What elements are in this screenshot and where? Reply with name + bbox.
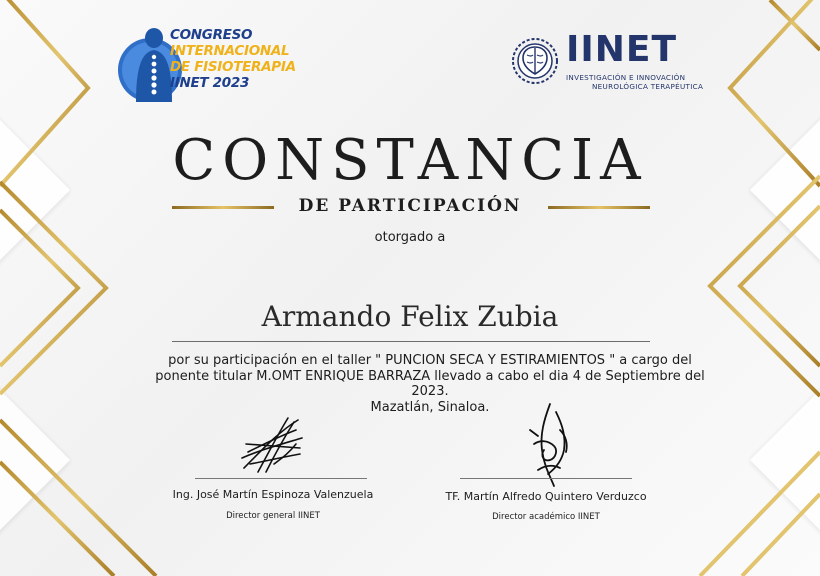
subtitle-divider-right bbox=[548, 206, 650, 209]
signature-1-line bbox=[195, 478, 367, 479]
body-line-4: Mazatlán, Sinaloa. bbox=[370, 399, 490, 415]
body-line-3: 2023. bbox=[411, 384, 449, 399]
signature-1-name: Ing. José Martín Espinoza Valenzuela bbox=[172, 488, 374, 501]
recipient-underline bbox=[172, 341, 650, 342]
iinet-logo bbox=[508, 29, 708, 92]
congress-logo-line1: CONGRESO bbox=[170, 27, 253, 43]
certificate-body bbox=[130, 353, 730, 415]
granted-to-label: otorgado a bbox=[374, 230, 446, 245]
signature-1-image bbox=[238, 414, 308, 476]
certificate-subtitle: DE PARTICIPACIÓN bbox=[298, 196, 522, 216]
body-line-1: por su participación en el taller " PUNCION SECA Y ESTIRAMIENTOS " a cargo del bbox=[168, 353, 692, 368]
certificate-title: CONSTANCIA bbox=[172, 128, 648, 193]
iinet-logo-name: IINET bbox=[566, 29, 678, 70]
congress-logo-line4: IINET 2023 bbox=[170, 75, 250, 91]
signature-2-role: Director académico IINET bbox=[492, 512, 600, 522]
iinet-logo-tagline1: INVESTIGACIÓN E INNOVACIÓN bbox=[566, 73, 686, 82]
body-line-2: ponente titular M.OMT ENRIQUE BARRAZA llevado a cabo el dia 4 de Septiembre del bbox=[155, 368, 705, 384]
iinet-logo-tagline2: NEUROLÓGICA TERAPÉUTICA bbox=[592, 82, 704, 91]
signature-1-role: Director general IINET bbox=[226, 511, 320, 521]
congress-logo-line2: INTERNACIONAL bbox=[170, 43, 290, 59]
congress-logo-line3: DE FISIOTERAPIA bbox=[170, 59, 296, 75]
signature-2-image bbox=[520, 400, 580, 490]
recipient-name: Armando Felix Zubia bbox=[261, 300, 559, 333]
brain-icon bbox=[510, 36, 560, 86]
signature-2-line bbox=[460, 478, 632, 479]
congress-logo bbox=[118, 24, 308, 104]
signature-2-name: TF. Martín Alfredo Quintero Verduzco bbox=[445, 490, 647, 503]
